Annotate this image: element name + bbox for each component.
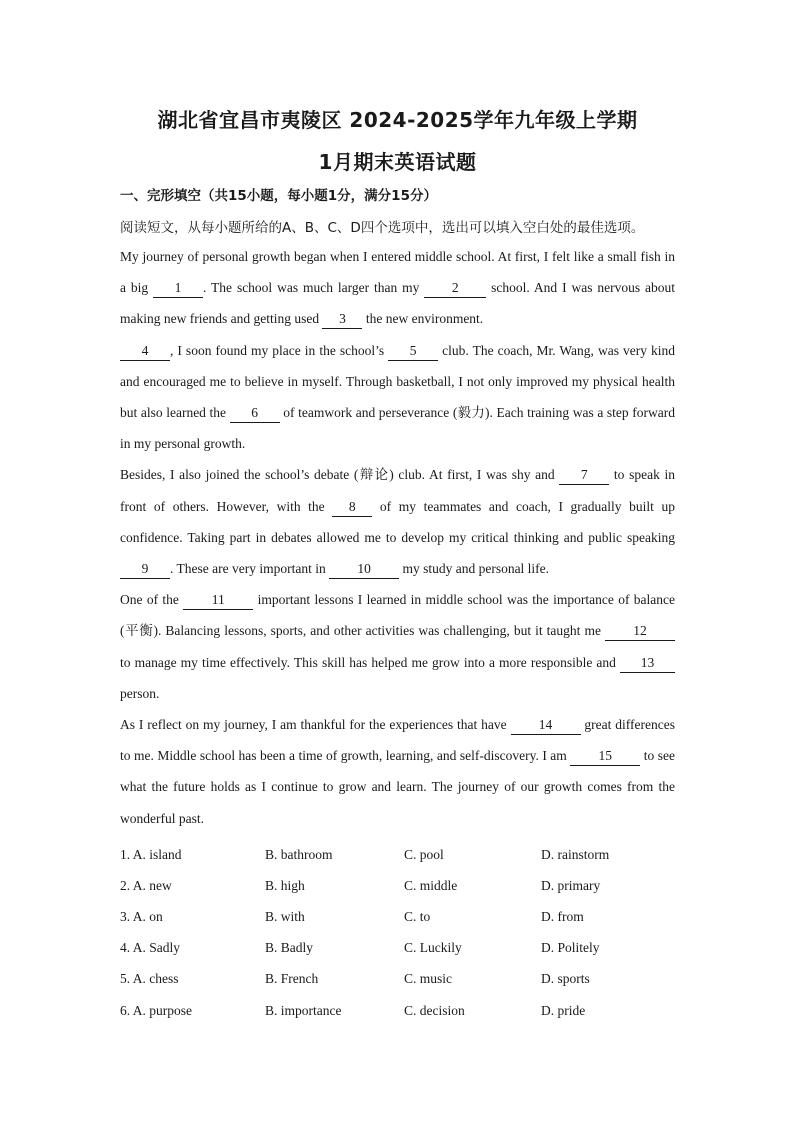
passage-text: Besides, I also joined the school’s debate (辩论) club. At first, I was shy and [120, 467, 560, 483]
passage-text: . These are very important in [170, 561, 330, 577]
passage-text: my study and personal life. [399, 561, 550, 577]
passage-text: , I soon found my place in the school’s [170, 342, 389, 358]
option-row-3 [120, 901, 675, 932]
passage-text: As I reflect on my journey, I am thankful for the experiences that have [120, 717, 511, 733]
blank-3: 3 [322, 310, 362, 329]
option-d[interactable]: D. pride [541, 1002, 586, 1018]
paragraph-5 [120, 709, 675, 834]
option-d[interactable]: D. from [541, 908, 584, 924]
blank-2: 2 [424, 279, 486, 298]
instruction-text: 阅读短文，从每小题所给的A、B、C、D四个选项中，选出可以填入空白处的最佳选项。 [120, 220, 645, 236]
passage-text: important lessons I learned in middle school was the importance of balance (平衡). Balancing lessons, sports, and other activities was challenging, but it taught me [120, 592, 675, 639]
option-c[interactable]: C. decision [404, 1002, 465, 1018]
option-c[interactable]: C. pool [404, 846, 444, 862]
blank-4: 4 [120, 342, 170, 361]
option-row-1 [120, 839, 675, 870]
option-d[interactable]: D. primary [541, 877, 601, 893]
option-b[interactable]: B. importance [265, 1002, 342, 1018]
passage-text: of my teammates and coach, I gradually built up confidence. Taking part in debates allowed me to develop my critical thinking and public speaking [120, 498, 675, 545]
option-b[interactable]: B. with [265, 908, 305, 924]
option-c[interactable]: C. middle [404, 877, 458, 893]
blank-9: 9 [120, 560, 170, 579]
blank-1: 1 [153, 279, 203, 298]
section-heading: 一、完形填空（共15小题，每小题1分，满分15分） [120, 188, 437, 204]
page-title: 湖北省宜昌市夷陵区 2024-2025学年九年级上学期 [157, 108, 638, 132]
blank-15: 15 [570, 747, 640, 766]
blank-13: 13 [620, 654, 675, 673]
option-b[interactable]: B. bathroom [265, 846, 333, 862]
option-a[interactable]: 5. A. chess [120, 971, 179, 987]
blank-11: 11 [183, 591, 253, 610]
option-c[interactable]: C. music [404, 971, 453, 987]
paragraph-3 [120, 459, 675, 584]
option-c[interactable]: C. Luckily [404, 940, 462, 956]
option-a[interactable]: 1. A. island [120, 846, 182, 862]
passage-text: the new environment. [362, 311, 484, 327]
option-a[interactable]: 3. A. on [120, 908, 163, 924]
option-b[interactable]: B. Badly [265, 940, 314, 956]
blank-12: 12 [605, 622, 675, 641]
blank-14: 14 [511, 716, 581, 735]
option-d[interactable]: D. rainstorm [541, 846, 610, 862]
paragraph-2 [120, 335, 675, 460]
option-d[interactable]: D. Politely [541, 940, 600, 956]
option-row-2 [120, 870, 675, 901]
option-row-5 [120, 964, 675, 995]
page-subtitle: 1月期末英语试题 [318, 150, 477, 174]
blank-5: 5 [388, 342, 438, 361]
option-b[interactable]: B. French [265, 971, 319, 987]
blank-7: 7 [559, 466, 609, 485]
cloze-passage [120, 241, 675, 834]
option-a[interactable]: 4. A. Sadly [120, 940, 181, 956]
passage-text: One of the [120, 592, 184, 608]
passage-text: person. [120, 685, 160, 701]
blank-10: 10 [329, 560, 399, 579]
passage-text: to see what the future holds as I continue to grow and learn. The journey of our growth comes from the wonderful past. [120, 748, 675, 826]
blank-8: 8 [332, 498, 372, 517]
blank-6: 6 [230, 404, 280, 423]
passage-text: school. And I was nervous about making new friends and getting used [120, 280, 675, 327]
option-a[interactable]: 6. A. purpose [120, 1002, 192, 1018]
passage-text: . The school was much larger than my [203, 280, 425, 296]
paragraph-1 [120, 241, 675, 335]
option-a[interactable]: 2. A. new [120, 877, 172, 893]
passage-text: great differences to me. Middle school has been a time of growth, learning, and self-discovery. I am [120, 717, 675, 764]
option-row-4 [120, 933, 675, 964]
option-c[interactable]: C. to [404, 908, 431, 924]
passage-text: My journey of personal growth began when I entered middle school. At first, I felt like a small fish in a big [120, 249, 675, 296]
option-d[interactable]: D. sports [541, 971, 590, 987]
passage-text: club. The coach, Mr. Wang, was very kind and encouraged me to believe in myself. Through basketball, I not only improved my physical health but also learned the [120, 342, 676, 421]
answer-options [120, 839, 675, 1026]
passage-text: to speak in front of others. However, with the [120, 467, 675, 514]
option-b[interactable]: B. high [265, 877, 305, 893]
passage-text: of teamwork and perseverance (毅力). Each training was a step forward in my personal growth. [120, 405, 675, 452]
paragraph-4 [120, 584, 675, 709]
option-row-6 [120, 995, 675, 1026]
passage-text: to manage my time effectively. This skill has helped me grow into a more responsible and [120, 654, 620, 670]
